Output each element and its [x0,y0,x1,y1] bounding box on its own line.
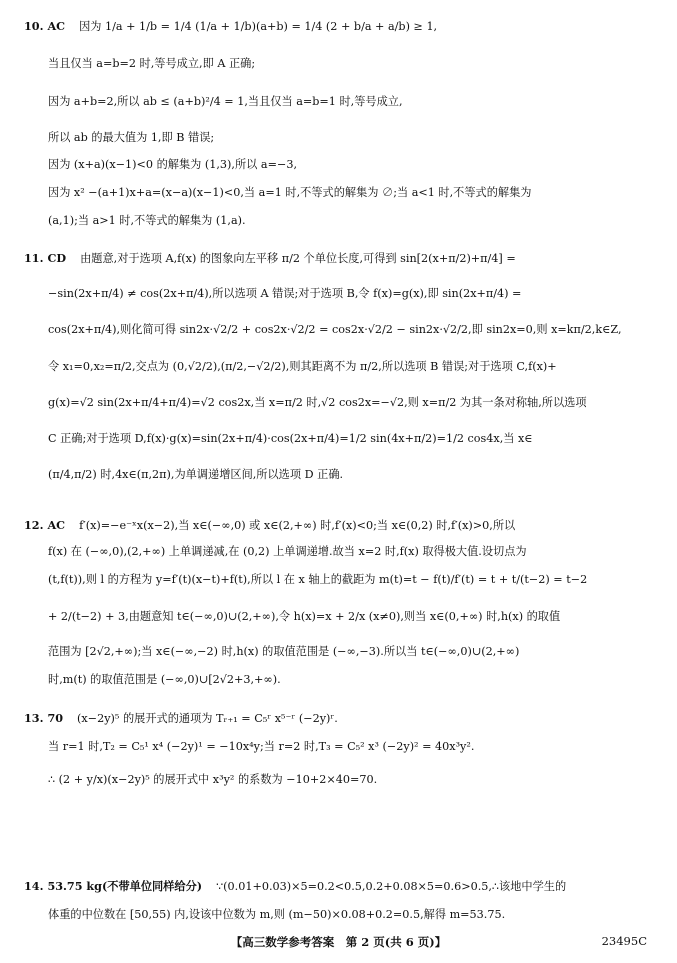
solution-text: −sin(2x+π/4) ≠ cos(2x+π/4),所以选项 A 错误;对于选项 B,令 f(x)=g(x),即 sin(2x+π/4) = [48,287,522,300]
solution-line [24,250,649,267]
solution-line [48,544,649,560]
footer-title: 【高三数学参考答案 第 2 页(共 6 页)】 [230,935,447,949]
question-number: 13. [24,711,44,725]
answer-key: 70 [47,711,64,725]
solution-text: 当 r=1 时,T₂ = C₅¹ x⁴ (−2y)¹ = −10x⁴y;当 r=2 时,T₃ = C₅² x³ (−2y)² = 40x³y². [48,740,475,753]
question-number: 14. [24,879,44,893]
solution-text: (x−2y)⁵ 的展开式的通项为 Tᵣ₊₁ = C₅ʳ x⁵⁻ʳ (−2y)ʳ. [77,712,338,725]
answer-key: AC [47,518,66,532]
answer-key: 53.75 kg(不带单位同样给分) [47,879,203,893]
question-number: 12. [24,518,44,532]
solution-text: 因为 (x+a)(x−1)<0 的解集为 (1,3),所以 a=−3, [48,158,297,171]
solution-line [24,710,649,727]
solution-line [48,213,649,229]
solution-text: g(x)=√2 sin(2x+π/4+π/4)=√2 cos2x,当 x=π/2 时,√2 cos2x=−√2,则 x=π/2 为其一条对称轴,所以选项 [48,396,587,409]
solution-line [24,517,649,534]
answer-key: AC [47,19,66,33]
solution-line [48,157,649,173]
solution-text: (t,f(t)),则 l 的方程为 y=f′(t)(x−t)+f(t),所以 l 在 x 轴上的截距为 m(t)=t − f(t)/f′(t) = t + t/(t−2) = t−2 [48,573,588,586]
solution-text: 所以 ab 的最大值为 1,即 B 错误; [48,131,215,144]
solution-line [48,185,649,201]
solution-line [48,94,649,110]
solution-line [48,56,649,72]
solution-text: 体重的中位数在 [50,55) 内,设该中位数为 m,则 (m−50)×0.08+0.2=0.5,解得 m=53.75. [48,908,506,921]
solution-line [48,572,649,588]
solution-text: 由题意,对于选项 A,f(x) 的图象向左平移 π/2 个单位长度,可得到 sin[2(x+π/2)+π/4] = [80,252,516,265]
solution-line [48,322,649,338]
solution-text: C 正确;对于选项 D,f(x)·g(x)=sin(2x+π/4)·cos(2x+π/4)=1/2 sin(4x+π/2)=1/2 cos4x,当 x∈ [48,432,533,445]
solution-line [48,672,649,688]
solution-text: 时,m(t) 的取值范围是 (−∞,0)∪[2√2+3,+∞). [48,673,281,686]
solution-line [48,644,649,660]
solution-line [24,18,649,35]
solution-line [48,431,649,447]
solution-line [48,609,649,625]
solution-text: (a,1);当 a>1 时,不等式的解集为 (1,a). [48,214,246,227]
solution-text: f(x) 在 (−∞,0),(2,+∞) 上单调递减,在 (0,2) 上单调递增.故当 x=2 时,f(x) 取得极大值.设切点为 [48,545,527,558]
question-number: 11. [24,251,44,265]
solution-text: 令 x₁=0,x₂=π/2,交点为 (0,√2/2),(π/2,−√2/2),则其距离不为 π/2,所以选项 B 错误;对于选项 C,f(x)+ [48,360,557,373]
solution-line [48,359,649,375]
solution-text: (π/4,π/2) 时,4x∈(π,2π),为单调递增区间,所以选项 D 正确. [48,468,344,481]
solution-text: cos(2x+π/4),则化简可得 sin2x·√2/2 + cos2x·√2/2 = cos2x·√2/2 − sin2x·√2/2,即 sin2x=0,则 x=kπ/2,k∈Z, [48,323,622,336]
solution-text: 因为 x² −(a+1)x+a=(x−a)(x−1)<0,当 a=1 时,不等式的解集为 ∅;当 a<1 时,不等式的解集为 [48,186,532,199]
solution-line [48,772,649,788]
solution-line [48,130,649,146]
solution-line [48,286,649,302]
solution-line [48,395,649,411]
answer-key: CD [47,251,67,265]
solution-line [48,467,649,483]
solution-text: f′(x)=−e⁻ˣx(x−2),当 x∈(−∞,0) 或 x∈(2,+∞) 时,f′(x)<0;当 x∈(0,2) 时,f′(x)>0,所以 [79,519,516,532]
footer-code: 23495C [601,934,647,948]
solution-text: 因为 a+b=2,所以 ab ≤ (a+b)²/4 = 1,当且仅当 a=b=1 时,等号成立, [48,95,403,108]
solution-text: 因为 1/a + 1/b = 1/4 (1/a + 1/b)(a+b) = 1/4 (2 + b/a + a/b) ≥ 1, [79,20,438,33]
solution-text: ∴ (2 + y/x)(x−2y)⁵ 的展开式中 x³y² 的系数为 −10+2×40=70. [48,773,378,786]
solution-text: 范围为 [2√2,+∞);当 x∈(−∞,−2) 时,h(x) 的取值范围是 (−∞,−3).所以当 t∈(−∞,0)∪(2,+∞) [48,645,520,658]
solution-line [48,739,649,755]
solution-line [48,907,649,923]
solution-line [24,878,649,895]
page-footer [0,934,677,952]
solution-text: ∵(0.01+0.03)×5=0.2<0.5,0.2+0.08×5=0.6>0.5,∴该地中学生的 [216,880,567,893]
solution-text: 当且仅当 a=b=2 时,等号成立,即 A 正确; [48,57,256,70]
question-number: 10. [24,19,44,33]
solution-text: + 2/(t−2) + 3,由题意知 t∈(−∞,0)∪(2,+∞),令 h(x)=x + 2/x (x≠0),则当 x∈(0,+∞) 时,h(x) 的取值 [48,610,561,623]
